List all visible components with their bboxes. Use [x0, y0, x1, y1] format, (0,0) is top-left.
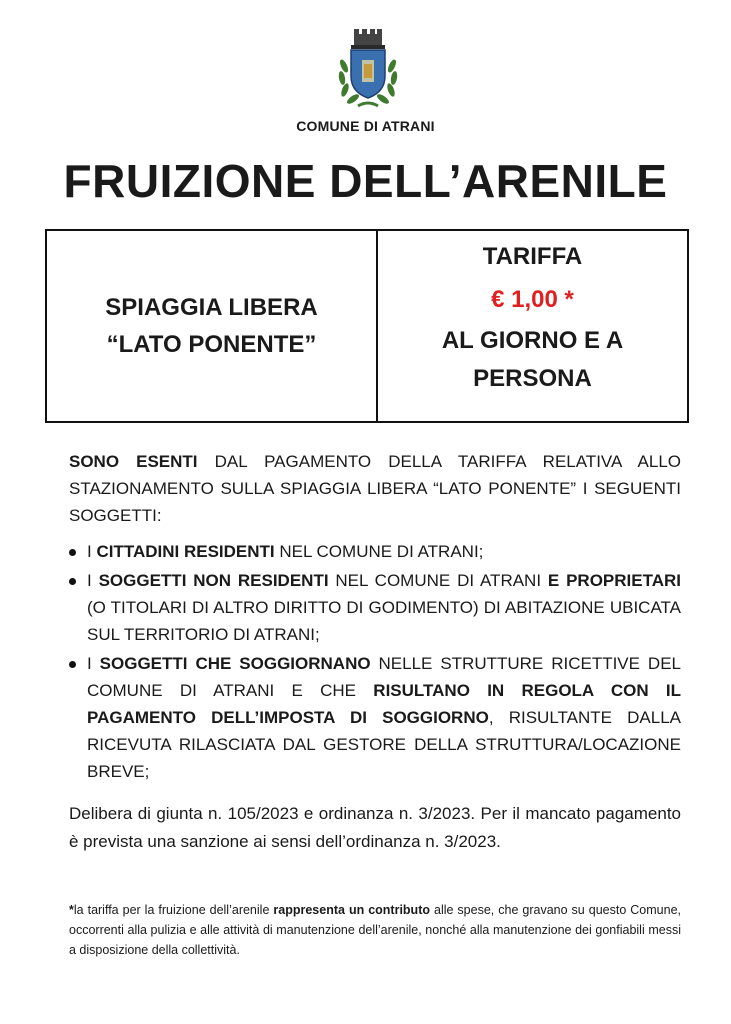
item-text: I: [87, 571, 99, 590]
item-text: , RISULTANTE DALLA RICEVUTA RILASCIATA DAL GESTORE DELLA STRUTTURA/LOCAZIONE BREVE;: [87, 708, 681, 781]
tariff-table: [45, 229, 689, 423]
tariff-unit-line2: PERSONA: [473, 365, 592, 392]
bullet-icon: [69, 578, 76, 585]
comune-coat-of-arms-icon: [336, 26, 400, 112]
intro-bold: SONO ESENTI: [69, 452, 198, 471]
item-text: I: [87, 654, 100, 673]
intro-text: DAL PAGAMENTO DELLA TARIFFA RELATIVA ALLO STAZIONAMENTO SULLA SPIAGGIA LIBERA “LATO PONENTE” I SEGUENTI SOGGETTI:: [69, 452, 681, 525]
list-item: [69, 538, 681, 565]
exemption-intro: [69, 448, 681, 529]
beach-name-line2: “LATO PONENTE”: [106, 331, 317, 358]
footnote-text: la tariffa per la fruizione dell’arenile: [73, 903, 274, 917]
item-bold: CITTADINI RESIDENTI: [96, 542, 275, 561]
footnote: [69, 900, 681, 960]
item-bold: E PROPRIETARI: [547, 571, 682, 590]
tariff-label: TARIFFA: [482, 243, 583, 270]
bullet-icon: [69, 549, 76, 556]
list-item: [69, 567, 681, 648]
footnote-star: *: [69, 903, 74, 917]
tariff-unit: [442, 322, 623, 398]
footnote-text: alle spese, che gravano su questo Comune, occorrenti alla pulizia e alle attività di manutenzione dell’arenile, nonché alla manutenzione dei gonfiabili messi a disposizione della collettività.: [69, 903, 681, 957]
item-bold: SOGGETTI NON RESIDENTI: [98, 571, 329, 590]
footnote-bold: rappresenta un contributo: [273, 903, 430, 917]
item-text: NEL COMUNE DI ATRANI;: [274, 542, 484, 561]
bullet-icon: [69, 661, 76, 668]
comune-name: COMUNE DI ATRANI: [296, 118, 435, 134]
list-item: [69, 650, 681, 785]
tariff-cell: [378, 231, 687, 421]
beach-name-line1: SPIAGGIA LIBERA: [105, 294, 318, 321]
item-text: NEL COMUNE DI ATRANI: [328, 571, 548, 590]
item-text: (O TITOLARI DI ALTRO DIRITTO DI GODIMENTO) DI ABITAZIONE UBICATA SUL TERRITORIO DI ATRANI;: [87, 598, 681, 644]
exemption-list: [69, 538, 681, 787]
beach-cell: [47, 231, 378, 421]
item-text: I: [87, 542, 97, 561]
item-bold: RISULTANO IN REGOLA CON IL PAGAMENTO DELL’IMPOSTA DI SOGGIORNO: [87, 681, 681, 727]
page-title: FRUIZIONE DELL’ARENILE: [63, 155, 668, 207]
item-bold: SOGGETTI CHE SOGGIORNANO: [99, 654, 371, 673]
tariff-price: € 1,00 *: [491, 286, 574, 313]
delibera-note: Delibera di giunta n. 105/2023 e ordinanza n. 3/2023. Per il mancato pagamento è prevista una sanzione ai sensi dell’ordinanza n. 3/2023.: [69, 804, 681, 851]
tariff-unit-line1: AL GIORNO E A: [441, 327, 624, 354]
item-text: NELLE STRUTTURE RICETTIVE DEL COMUNE DI ATRANI E CHE: [87, 654, 681, 700]
